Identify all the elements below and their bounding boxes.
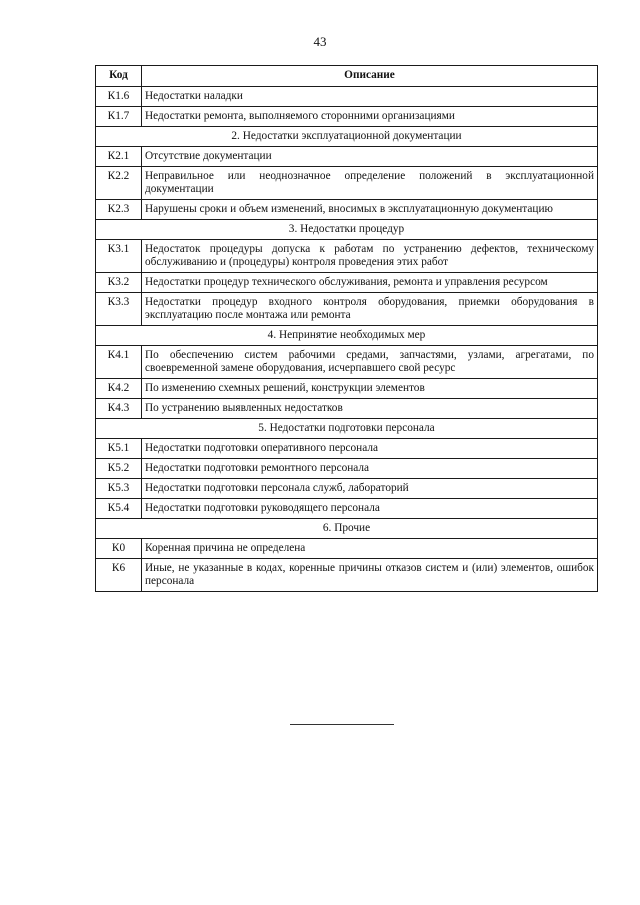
code-cell: К5.4 xyxy=(96,499,142,519)
code-cell: К3.3 xyxy=(96,293,142,326)
description-cell: Отсутствие документации xyxy=(142,147,598,167)
code-cell: К2.3 xyxy=(96,200,142,220)
code-cell: К4.2 xyxy=(96,379,142,399)
code-cell: К3.1 xyxy=(96,240,142,273)
description-cell: Недостатки подготовки персонала служб, лабораторий xyxy=(142,479,598,499)
header-code: Код xyxy=(96,66,142,87)
cause-codes-table xyxy=(95,65,598,592)
description-cell: По устранению выявленных недостатков xyxy=(142,399,598,419)
section-title: 5. Недостатки подготовки персонала xyxy=(96,419,598,439)
table-body xyxy=(96,87,598,592)
table-row xyxy=(96,559,598,592)
table-row xyxy=(96,499,598,519)
description-cell: Недостатки подготовки оперативного персонала xyxy=(142,439,598,459)
description-cell: По изменению схемных решений, конструкции элементов xyxy=(142,379,598,399)
table-row xyxy=(96,167,598,200)
description-cell: Недостатки наладки xyxy=(142,87,598,107)
code-cell: К0 xyxy=(96,539,142,559)
code-cell: К5.2 xyxy=(96,459,142,479)
table-row xyxy=(96,200,598,220)
table-row xyxy=(96,459,598,479)
table-row xyxy=(96,439,598,459)
code-cell: К5.3 xyxy=(96,479,142,499)
table-row xyxy=(96,147,598,167)
table-row xyxy=(96,87,598,107)
header-description: Описание xyxy=(142,66,598,87)
table-row xyxy=(96,539,598,559)
code-cell: К4.1 xyxy=(96,346,142,379)
table-row xyxy=(96,273,598,293)
code-cell: К2.2 xyxy=(96,167,142,200)
section-row xyxy=(96,220,598,240)
section-title: 3. Недостатки процедур xyxy=(96,220,598,240)
table-header-row xyxy=(96,66,598,87)
description-cell: Недостатки ремонта, выполняемого сторонними организациями xyxy=(142,107,598,127)
description-cell: Неправильное или неоднозначное определение положений в эксплуатационной документации xyxy=(142,167,598,200)
description-cell: Недостатки процедур технического обслуживания, ремонта и управления ресурсом xyxy=(142,273,598,293)
section-row xyxy=(96,419,598,439)
table-row xyxy=(96,379,598,399)
table-row xyxy=(96,293,598,326)
section-row xyxy=(96,326,598,346)
section-row xyxy=(96,127,598,147)
code-cell: К1.6 xyxy=(96,87,142,107)
section-row xyxy=(96,519,598,539)
section-title: 4. Непринятие необходимых мер xyxy=(96,326,598,346)
section-title: 2. Недостатки эксплуатационной документации xyxy=(96,127,598,147)
end-rule xyxy=(290,724,394,725)
table-row xyxy=(96,399,598,419)
description-cell: По обеспечению систем рабочими средами, запчастями, узлами, агрегатами, по своевременной замене оборудования, исчерпавшего свой ресурс xyxy=(142,346,598,379)
description-cell: Коренная причина не определена xyxy=(142,539,598,559)
code-cell: К3.2 xyxy=(96,273,142,293)
page-number: 43 xyxy=(313,34,327,49)
description-cell: Недостатки подготовки руководящего персонала xyxy=(142,499,598,519)
table-row xyxy=(96,346,598,379)
description-cell: Иные, не указанные в кодах, коренные причины отказов систем и (или) элементов, ошибок персонала xyxy=(142,559,598,592)
section-title: 6. Прочие xyxy=(96,519,598,539)
code-cell: К5.1 xyxy=(96,439,142,459)
code-cell: К6 xyxy=(96,559,142,592)
description-cell: Недостатки процедур входного контроля оборудования, приемки оборудования в эксплуатацию после монтажа или ремонта xyxy=(142,293,598,326)
description-cell: Нарушены сроки и объем изменений, вносимых в эксплуатационную документацию xyxy=(142,200,598,220)
code-cell: К2.1 xyxy=(96,147,142,167)
code-cell: К1.7 xyxy=(96,107,142,127)
description-cell: Недостатки подготовки ремонтного персонала xyxy=(142,459,598,479)
description-cell: Недостаток процедуры допуска к работам по устранению дефектов, техническому обслуживанию и (процедуры) контроля проведения этих работ xyxy=(142,240,598,273)
code-cell: К4.3 xyxy=(96,399,142,419)
table-row xyxy=(96,240,598,273)
table-row xyxy=(96,107,598,127)
table-row xyxy=(96,479,598,499)
